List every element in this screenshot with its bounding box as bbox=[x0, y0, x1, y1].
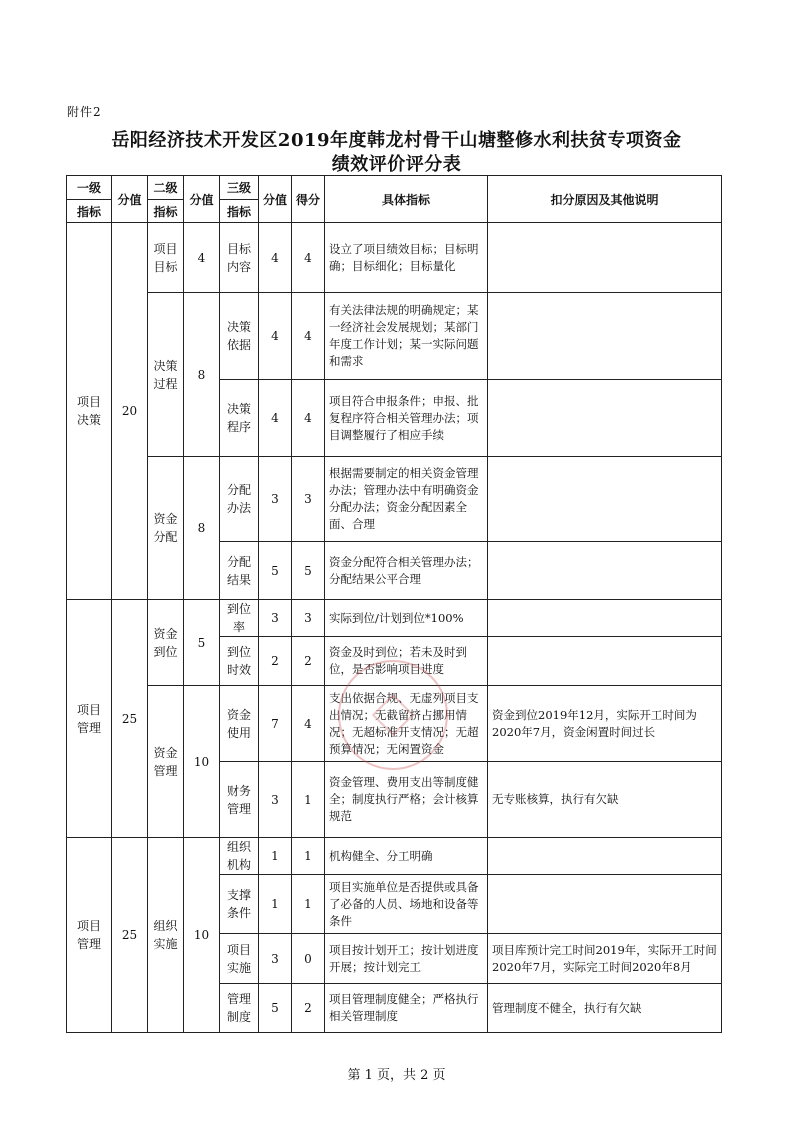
level3-indicator: 决策 程序 bbox=[220, 380, 259, 457]
level3-indicator: 组织 机构 bbox=[220, 838, 259, 875]
obtained-score: 4 bbox=[292, 380, 325, 457]
header-level3: 三级 bbox=[220, 176, 259, 200]
obtained-score: 3 bbox=[292, 457, 325, 542]
level3-indicator: 到位 时效 bbox=[220, 637, 259, 686]
level3-indicator: 项目 实施 bbox=[220, 934, 259, 984]
obtained-score: 0 bbox=[292, 934, 325, 984]
level3-score: 1 bbox=[259, 838, 292, 875]
table-row bbox=[67, 600, 722, 637]
deduction-reason bbox=[488, 875, 722, 934]
level3-indicator: 分配 办法 bbox=[220, 457, 259, 542]
document-subtitle: 绩效评价评分表 bbox=[331, 154, 462, 175]
level3-score: 3 bbox=[259, 457, 292, 542]
level3-indicator: 目标 内容 bbox=[220, 223, 259, 293]
specific-indicator: 实际到位/计划到位*100% bbox=[325, 600, 488, 637]
obtained-score: 1 bbox=[292, 875, 325, 934]
level1-score: 25 bbox=[112, 838, 148, 1033]
page-footer: 第 1 页，共 2 页 bbox=[347, 1068, 446, 1083]
obtained-score: 4 bbox=[292, 293, 325, 380]
deduction-reason bbox=[488, 542, 722, 600]
header-row-1 bbox=[67, 176, 722, 200]
level3-score: 4 bbox=[259, 293, 292, 380]
level3-indicator: 管理 制度 bbox=[220, 984, 259, 1033]
header-score3: 分值 bbox=[259, 176, 292, 223]
specific-indicator: 有关法律法规的明确规定；某一经济社会发展规划；某部门年度工作计划；某一实际问题和需求 bbox=[325, 293, 488, 380]
header-level1-sub: 指标 bbox=[67, 200, 112, 223]
obtained-score: 2 bbox=[292, 984, 325, 1033]
header-score1: 分值 bbox=[112, 176, 148, 223]
level2-indicator: 项目 目标 bbox=[148, 223, 184, 293]
level2-score: 4 bbox=[184, 223, 220, 293]
deduction-reason bbox=[488, 838, 722, 875]
level3-score: 3 bbox=[259, 600, 292, 637]
table-row bbox=[67, 838, 722, 875]
level3-indicator: 分配 结果 bbox=[220, 542, 259, 600]
level3-indicator: 到位 率 bbox=[220, 600, 259, 637]
specific-indicator: 资金分配符合相关管理办法；分配结果公平合理 bbox=[325, 542, 488, 600]
obtained-score: 4 bbox=[292, 223, 325, 293]
level2-score: 10 bbox=[184, 838, 220, 1033]
header-score2: 分值 bbox=[184, 176, 220, 223]
table-row bbox=[67, 686, 722, 762]
level2-score: 10 bbox=[184, 686, 220, 838]
level2-indicator: 组织 实施 bbox=[148, 838, 184, 1033]
level2-indicator: 资金 分配 bbox=[148, 457, 184, 600]
level1-score: 20 bbox=[112, 223, 148, 600]
deduction-reason: 无专账核算，执行有欠缺 bbox=[488, 762, 722, 838]
deduction-reason bbox=[488, 457, 722, 542]
level3-score: 5 bbox=[259, 984, 292, 1033]
specific-indicator: 项目按计划开工；按计划进度开展；按计划完工 bbox=[325, 934, 488, 984]
specific-indicator: 支出依据合规、无虚列项目支出情况；无截留挤占挪用情况；无超标准开支情况；无超预算情况；无闲置资金 bbox=[325, 686, 488, 762]
level3-indicator: 财务 管理 bbox=[220, 762, 259, 838]
level3-score: 4 bbox=[259, 223, 292, 293]
obtained-score: 5 bbox=[292, 542, 325, 600]
specific-indicator: 项目符合申报条件；申报、批复程序符合相关管理办法；项目调整履行了相应手续 bbox=[325, 380, 488, 457]
specific-indicator: 项目实施单位是否提供或具备了必备的人员、场地和设备等条件 bbox=[325, 875, 488, 934]
obtained-score: 1 bbox=[292, 838, 325, 875]
level3-score: 7 bbox=[259, 686, 292, 762]
deduction-reason: 项目库预计完工时间2019年，实际开工时间2020年7月，实际完工时间2020年8月 bbox=[488, 934, 722, 984]
deduction-reason bbox=[488, 293, 722, 380]
level2-indicator: 决策 过程 bbox=[148, 293, 184, 457]
deduction-reason bbox=[488, 380, 722, 457]
specific-indicator: 资金管理、费用支出等制度健全；制度执行严格；会计核算规范 bbox=[325, 762, 488, 838]
level3-score: 3 bbox=[259, 934, 292, 984]
header-level2-sub: 指标 bbox=[148, 200, 184, 223]
level3-score: 2 bbox=[259, 637, 292, 686]
attachment-label: 附件2 bbox=[67, 105, 102, 119]
specific-indicator: 设立了项目绩效目标；目标明确；目标细化；目标量化 bbox=[325, 223, 488, 293]
level2-score: 8 bbox=[184, 457, 220, 600]
level1-indicator: 项目 管理 bbox=[67, 600, 112, 838]
level1-indicator: 项目 决策 bbox=[67, 223, 112, 600]
header-level3-sub: 指标 bbox=[220, 200, 259, 223]
specific-indicator: 根据需要制定的相关资金管理办法；管理办法中有明确资金分配办法；资金分配因素全面、合理 bbox=[325, 457, 488, 542]
obtained-score: 4 bbox=[292, 686, 325, 762]
level1-indicator: 项目 管理 bbox=[67, 838, 112, 1033]
level2-indicator: 资金 到位 bbox=[148, 600, 184, 686]
header-reason: 扣分原因及其他说明 bbox=[488, 176, 722, 223]
level3-indicator: 支撑 条件 bbox=[220, 875, 259, 934]
level3-indicator: 资金 使用 bbox=[220, 686, 259, 762]
deduction-reason: 管理制度不健全，执行有欠缺 bbox=[488, 984, 722, 1033]
level2-indicator: 资金 管理 bbox=[148, 686, 184, 838]
obtained-score: 2 bbox=[292, 637, 325, 686]
deduction-reason: 资金到位2019年12月，实际开工时间为2020年7月，资金闲置时间过长 bbox=[488, 686, 722, 762]
level3-score: 4 bbox=[259, 380, 292, 457]
deduction-reason bbox=[488, 223, 722, 293]
specific-indicator: 机构健全、分工明确 bbox=[325, 838, 488, 875]
obtained-score: 1 bbox=[292, 762, 325, 838]
header-indicator: 具体指标 bbox=[325, 176, 488, 223]
level3-score: 1 bbox=[259, 875, 292, 934]
level2-score: 5 bbox=[184, 600, 220, 686]
specific-indicator: 资金及时到位；若未及时到位，是否影响项目进度 bbox=[325, 637, 488, 686]
obtained-score: 3 bbox=[292, 600, 325, 637]
level1-score: 25 bbox=[112, 600, 148, 838]
header-level2: 二级 bbox=[148, 176, 184, 200]
level3-score: 3 bbox=[259, 762, 292, 838]
table-row bbox=[67, 457, 722, 542]
level3-indicator: 决策 依据 bbox=[220, 293, 259, 380]
level3-score: 5 bbox=[259, 542, 292, 600]
document-title: 岳阳经济技术开发区2019年度韩龙村骨干山塘整修水利扶贫专项资金 bbox=[111, 130, 682, 151]
deduction-reason bbox=[488, 637, 722, 686]
table-row bbox=[67, 223, 722, 293]
evaluation-table bbox=[66, 175, 722, 1033]
deduction-reason bbox=[488, 600, 722, 637]
table-row bbox=[67, 293, 722, 380]
header-got: 得分 bbox=[292, 176, 325, 223]
header-level1: 一级 bbox=[67, 176, 112, 200]
specific-indicator: 项目管理制度健全；严格执行相关管理制度 bbox=[325, 984, 488, 1033]
level2-score: 8 bbox=[184, 293, 220, 457]
